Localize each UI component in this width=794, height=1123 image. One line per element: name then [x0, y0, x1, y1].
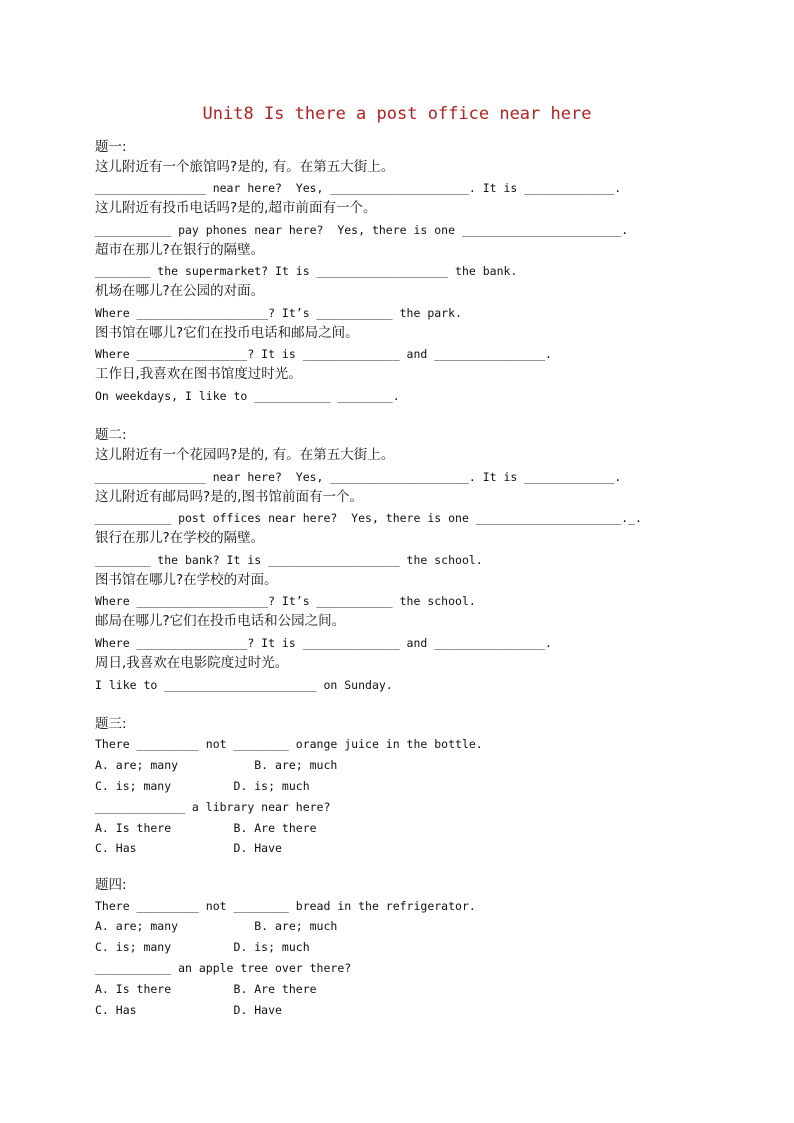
- s1-prompt-4: 机场在哪儿?在公园的对面。: [95, 283, 265, 299]
- section-1-heading: 题一:: [95, 139, 127, 155]
- s1-prompt-6: 工作日,我喜欢在图书馆度过时光。: [95, 366, 302, 382]
- section-2-heading: 题二:: [95, 427, 127, 443]
- s1-blank-line-4: Where ___________________? It’s ___________ the park.: [95, 306, 462, 320]
- s4-question-2: ___________ an apple tree over there?: [95, 961, 352, 975]
- s2-prompt-1: 这儿附近有一个花园吗?是的, 有。在第五大街上。: [95, 447, 395, 463]
- s4-options-2b: C. Has D. Have: [95, 1003, 282, 1017]
- s4-question-1: There _________ not ________ bread in the refrigerator.: [95, 899, 476, 913]
- s2-blank-line-2: ___________ post offices near here? Yes, there is one _____________________._.: [95, 511, 642, 525]
- s1-prompt-5: 图书馆在哪儿?它们在投币电话和邮局之间。: [95, 325, 359, 341]
- s2-prompt-3: 银行在那儿?在学校的隔壁。: [95, 530, 265, 546]
- s3-question-2: _____________ a library near here?: [95, 800, 331, 814]
- s1-blank-line-5: Where ________________? It is ______________ and ________________.: [95, 347, 552, 361]
- s4-options-1b: C. is; many D. is; much: [95, 940, 310, 954]
- s2-prompt-4: 图书馆在哪儿?在学校的对面。: [95, 572, 278, 588]
- s4-options-2a: A. Is there B. Are there: [95, 982, 317, 996]
- s4-options-1a: A. are; many B. are; much: [95, 919, 338, 933]
- s2-blank-line-4: Where ___________________? It’s ___________ the school.: [95, 594, 476, 608]
- s2-blank-line-5: Where ________________? It is ______________ and ________________.: [95, 636, 552, 650]
- s2-prompt-2: 这儿附近有邮局吗?是的,图书馆前面有一个。: [95, 489, 363, 505]
- s3-options-1a: A. are; many B. are; much: [95, 758, 338, 772]
- s1-blank-line-3: ________ the supermarket? It is ___________________ the bank.: [95, 264, 518, 278]
- s2-blank-line-3: ________ the bank? It is ___________________ the school.: [95, 553, 483, 567]
- s3-options-2b: C. Has D. Have: [95, 841, 282, 855]
- s1-prompt-3: 超市在那儿?在银行的隔壁。: [95, 242, 265, 258]
- s1-prompt-2: 这儿附近有投币电话吗?是的,超市前面有一个。: [95, 200, 377, 216]
- s1-blank-line-6: On weekdays, I like to ___________ ________.: [95, 389, 400, 403]
- s2-prompt-6: 周日,我喜欢在电影院度过时光。: [95, 655, 289, 671]
- s1-prompt-1: 这儿附近有一个旅馆吗?是的, 有。在第五大街上。: [95, 159, 395, 175]
- section-3-heading: 题三:: [95, 716, 127, 732]
- s1-blank-line-2: ___________ pay phones near here? Yes, there is one _______________________.: [95, 223, 629, 237]
- s3-options-2a: A. Is there B. Are there: [95, 821, 317, 835]
- s2-blank-line-6: I like to ______________________ on Sunday.: [95, 678, 393, 692]
- s3-question-1: There _________ not ________ orange juice in the bottle.: [95, 737, 483, 751]
- s2-blank-line-1: ________________ near here? Yes, ____________________. It is _____________.: [95, 470, 622, 484]
- s2-prompt-5: 邮局在哪儿?它们在投币电话和公园之间。: [95, 613, 346, 629]
- section-4-heading: 题四:: [95, 877, 127, 893]
- s1-blank-line-1: ________________ near here? Yes, ____________________. It is _____________.: [95, 181, 622, 195]
- document-title: Unit8 Is there a post office near here: [202, 104, 592, 124]
- s3-options-1b: C. is; many D. is; much: [95, 779, 310, 793]
